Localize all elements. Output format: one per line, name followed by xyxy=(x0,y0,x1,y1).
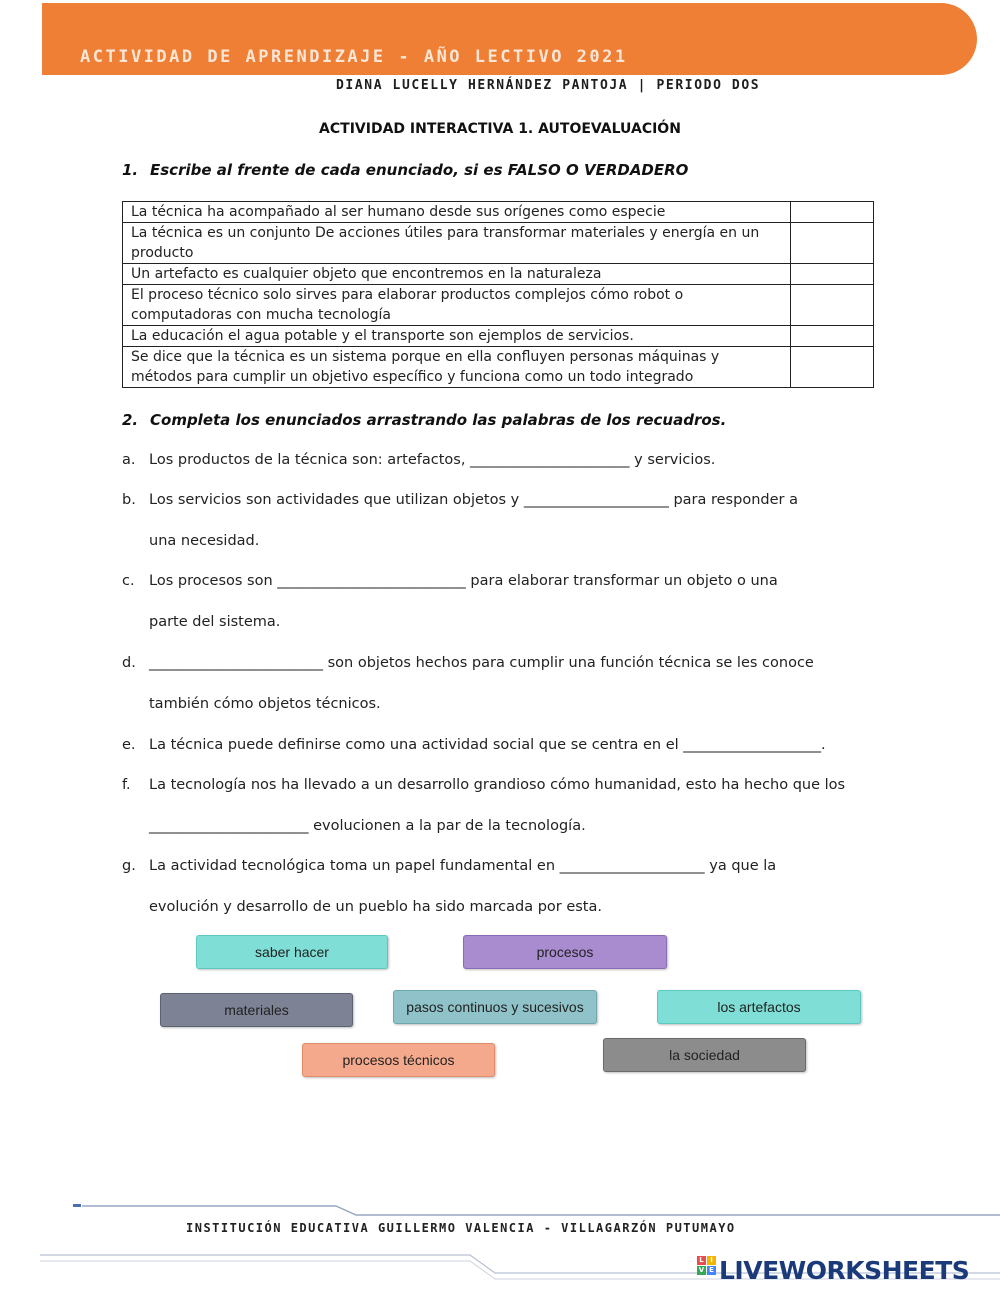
word-chip-saber-hacer[interactable]: saber hacer xyxy=(196,935,388,969)
question-2-number: 2. xyxy=(122,411,139,429)
fill-item-a[interactable] xyxy=(122,452,882,468)
item-text: La técnica puede definirse como una actividad social que se centra en el ___________________. xyxy=(149,737,826,753)
badge-letter: L xyxy=(697,1256,706,1265)
table-row xyxy=(123,202,874,223)
liveworksheets-badge-icon xyxy=(697,1256,716,1285)
fill-item-e[interactable] xyxy=(122,737,882,753)
fill-item-f-continuation: ______________________ evolucionen a la par de la tecnología. xyxy=(149,818,586,834)
item-letter: b. xyxy=(122,492,136,508)
item-letter: f. xyxy=(122,777,131,793)
table-row xyxy=(123,326,874,347)
answer-field[interactable] xyxy=(791,202,874,223)
item-text: Los servicios son actividades que utilizan objetos y ____________________ para responder a xyxy=(149,492,798,508)
fill-item-d[interactable] xyxy=(122,655,882,671)
statement-cell: La técnica ha acompañado al ser humano desde sus orígenes como especie xyxy=(123,202,791,223)
answer-field[interactable] xyxy=(791,285,874,326)
answer-field[interactable] xyxy=(791,223,874,264)
institution-footer: INSTITUCIÓN EDUCATIVA GUILLERMO VALENCIA - VILLAGARZÓN PUTUMAYO xyxy=(186,1221,736,1235)
item-letter: c. xyxy=(122,573,135,589)
question-2-text: Completa los enunciados arrastrando las palabras de los recuadros. xyxy=(150,411,727,429)
answer-field[interactable] xyxy=(791,326,874,347)
question-2-heading xyxy=(122,411,726,429)
item-letter: e. xyxy=(122,737,136,753)
statement-cell: El proceso técnico solo sirves para elaborar productos complejos cómo robot o computadoras con mucha tecnología xyxy=(123,285,791,326)
question-1-heading xyxy=(122,161,688,179)
fill-item-d-continuation: también cómo objetos técnicos. xyxy=(149,696,381,712)
statement-cell: Se dice que la técnica es un sistema porque en ella confluyen personas máquinas y métodos para cumplir un objetivo específico y funciona como un todo integrado xyxy=(123,347,791,388)
table-row xyxy=(123,223,874,264)
true-false-table xyxy=(122,201,874,388)
fill-item-c[interactable] xyxy=(122,573,882,589)
question-1-number: 1. xyxy=(122,161,139,179)
item-letter: d. xyxy=(122,655,136,671)
item-letter: g. xyxy=(122,858,136,874)
item-text: La tecnología nos ha llevado a un desarrollo grandioso cómo humanidad, esto ha hecho que los xyxy=(149,777,846,793)
liveworksheets-logo xyxy=(697,1256,969,1285)
word-chip-materiales[interactable]: materiales xyxy=(160,993,353,1027)
item-text: Los productos de la técnica son: artefactos, ______________________ y servicios. xyxy=(149,452,716,468)
statement-cell: La educación el agua potable y el transporte son ejemplos de servicios. xyxy=(123,326,791,347)
item-text: La actividad tecnológica toma un papel fundamental en ____________________ ya que la xyxy=(149,858,777,874)
word-chip-la-sociedad[interactable]: la sociedad xyxy=(603,1038,806,1072)
word-chip-procesos[interactable]: procesos xyxy=(463,935,667,969)
liveworksheets-wordmark: LIVEWORKSHEETS xyxy=(719,1256,970,1285)
answer-field[interactable] xyxy=(791,347,874,388)
word-chip-los-artefactos[interactable]: los artefactos xyxy=(657,990,861,1024)
badge-letter: I xyxy=(707,1256,716,1265)
item-letter: a. xyxy=(122,452,136,468)
item-text: ________________________ son objetos hechos para cumplir una función técnica se les conoce xyxy=(149,655,814,671)
table-row xyxy=(123,264,874,285)
fill-item-g[interactable] xyxy=(122,858,882,874)
word-chip-procesos-tecnicos[interactable]: procesos técnicos xyxy=(302,1043,495,1077)
statement-cell: La técnica es un conjunto De acciones útiles para transformar materiales y energía en un producto xyxy=(123,223,791,264)
fill-item-b[interactable] xyxy=(122,492,882,508)
fill-item-c-continuation: parte del sistema. xyxy=(149,614,281,630)
item-text: Los procesos son __________________________ para elaborar transformar un objeto o una xyxy=(149,573,778,589)
fill-item-f[interactable] xyxy=(122,777,882,793)
fill-item-b-continuation: una necesidad. xyxy=(149,533,260,549)
author-period-subheader: DIANA LUCELLY HERNÁNDEZ PANTOJA | PERIODO DOS xyxy=(336,78,761,93)
answer-field[interactable] xyxy=(791,264,874,285)
banner-title: ACTIVIDAD DE APRENDIZAJE - AÑO LECTIVO 2021 xyxy=(80,47,628,67)
badge-letter: E xyxy=(707,1266,716,1275)
activity-title: ACTIVIDAD INTERACTIVA 1. AUTOEVALUACIÓN xyxy=(319,121,681,137)
statement-cell: Un artefacto es cualquier objeto que encontremos en la naturaleza xyxy=(123,264,791,285)
word-chip-pasos-continuos[interactable]: pasos continuos y sucesivos xyxy=(393,990,597,1024)
question-1-text: Escribe al frente de cada enunciado, si es FALSO O VERDADERO xyxy=(150,161,689,179)
table-row xyxy=(123,285,874,326)
badge-letter: V xyxy=(698,1266,705,1274)
table-row xyxy=(123,347,874,388)
fill-item-g-continuation: evolución y desarrollo de un pueblo ha sido marcada por esta. xyxy=(149,899,602,915)
